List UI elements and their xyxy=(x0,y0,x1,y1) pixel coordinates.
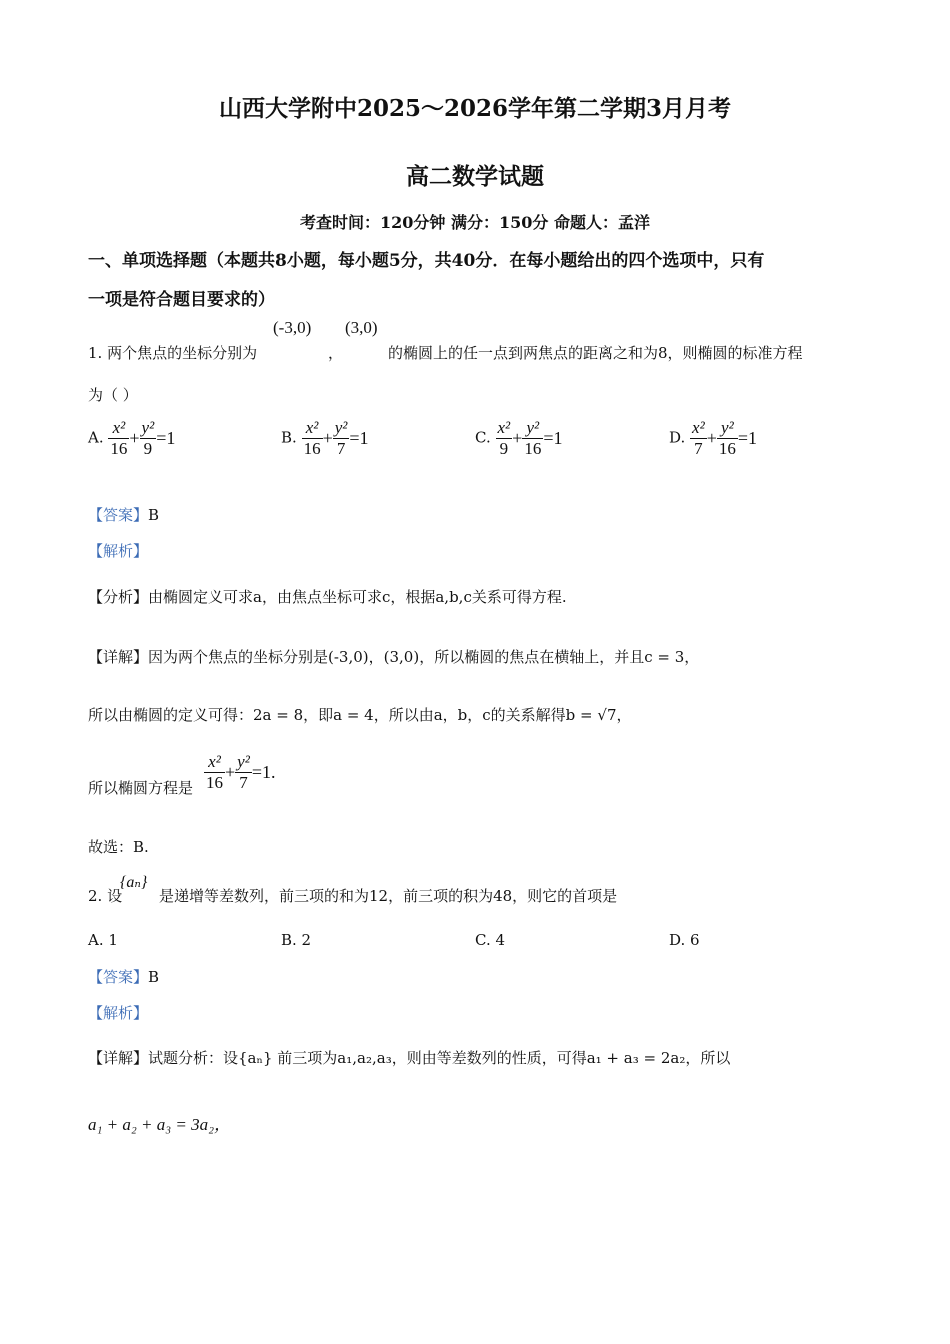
q1-conclusion: 故选：B. xyxy=(88,838,149,856)
q2-stem-b: 是递增等差数列，前三项的和为12，前三项的积为48，则它的首项是 xyxy=(159,887,618,905)
q1-detail1: 【详解】因为两个焦点的坐标分别是(-3,0)，(3,0)，所以椭圆的焦点在横轴上，并且c = 3， xyxy=(88,648,700,666)
section-heading-line2: 一项是符合题目要求的） xyxy=(88,290,275,310)
section-heading-line1: 一、单项选择题（本题共8小题，每小题5分，共40分．在每小题给出的四个选项中，只有 xyxy=(88,251,765,271)
q2-detail1: 【详解】试题分析：设{aₙ} 前三项为a₁,a₂,a₃，则由等差数列的性质，可得a₁ + a₃ = 2a₂，所以 xyxy=(88,1049,731,1067)
q1-comma: ， xyxy=(328,344,344,362)
q2-stem-a: 2. 设 xyxy=(88,887,123,905)
q1-answer: 【答案】B xyxy=(88,506,160,524)
q2-option-d: D. 6 xyxy=(669,931,700,949)
q1-option-b: B. $\frac{\text{x²}}{16}$ + $\frac{\text{y²}}{7}$ =1 xyxy=(281,418,369,458)
q1-stem-b: 的椭圆上的任一点到两焦点的距离之和为8，则椭圆的标准方程 xyxy=(388,344,803,362)
q2-analysis-tag: 【解析】 xyxy=(88,1004,149,1022)
q1-stem-a: 1. 两个焦点的坐标分别为 xyxy=(88,344,258,362)
q2-detail2: a₁ + a₂ + a₃ = 3a₂， xyxy=(88,1115,232,1134)
exam-meta: 考查时间：120分钟 满分：150分 命题人：孟洋 xyxy=(300,213,650,232)
q1-fenxi: 【分析】由椭圆定义可求a，由焦点坐标可求c，根据a,b,c关系可得方程. xyxy=(88,588,567,606)
q1-result-equation: $\frac{\text{x²}}{16}$ + $\frac{\text{y²}}{7}$ =1. xyxy=(206,752,276,792)
q2-option-a: A. 1 xyxy=(88,931,118,949)
q1-analysis-tag: 【解析】 xyxy=(88,542,149,560)
q1-focus1: (-3,0) xyxy=(273,318,312,337)
q1-option-c: C. $\frac{\text{x²}}{9}$ + $\frac{\text{y²}}{16}$ =1 xyxy=(475,418,563,458)
q2-option-c: C. 4 xyxy=(475,931,506,949)
exam-title: 山西大学附中2025～2026学年第二学期3月月考 xyxy=(218,95,732,122)
q2-answer: 【答案】B xyxy=(88,968,160,986)
q2-sequence: {aₙ} xyxy=(120,874,148,891)
q1-detail3: 所以椭圆方程是 xyxy=(88,779,194,797)
q1-option-d: D. $\frac{\text{x²}}{7}$ + $\frac{\text{y²}}{16}$ =1 xyxy=(669,418,758,458)
q1-option-a: A. $\frac{\text{x²}}{16}$ + $\frac{\text{y²}}{9}$ =1 xyxy=(88,418,176,458)
q1-stem-c: 为（ ） xyxy=(88,386,138,404)
q1-focus2: (3,0) xyxy=(345,318,378,337)
exam-subtitle: 高二数学试题 xyxy=(406,163,544,190)
q1-detail2: 所以由椭圆的定义可得：2a = 8，即a = 4，所以由a，b，c的关系解得b = √7， xyxy=(88,706,632,724)
q2-option-b: B. 2 xyxy=(281,931,312,949)
